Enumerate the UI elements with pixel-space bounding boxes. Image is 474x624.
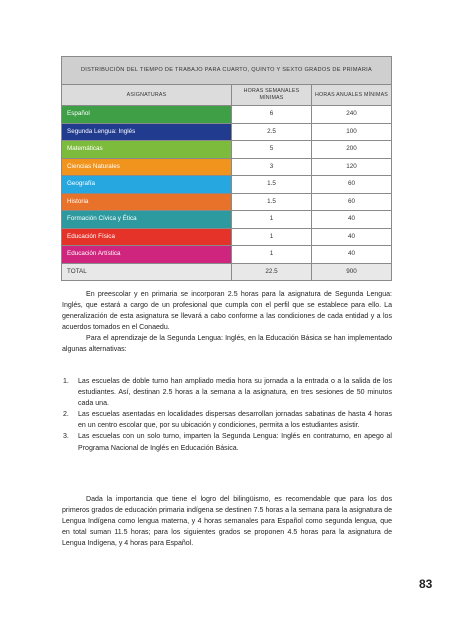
header-weekly-hours: HORAS SEMANALES MÍNIMAS (232, 85, 312, 106)
annual-hours-cell: 40 (312, 228, 392, 246)
time-distribution-table (61, 56, 392, 281)
annual-hours-cell: 40 (312, 211, 392, 229)
table-row (62, 141, 392, 159)
subject-cell: Español (62, 106, 232, 124)
weekly-hours-cell: 1.5 (232, 176, 312, 194)
closing-text (62, 494, 392, 549)
total-weekly: 22.5 (232, 263, 312, 281)
table-total-row (62, 263, 392, 281)
page-number: 83 (419, 577, 433, 591)
subject-cell: Ciencias Naturales (62, 158, 232, 176)
annual-hours-cell: 40 (312, 246, 392, 264)
weekly-hours-cell: 2.5 (232, 123, 312, 141)
list-item-text: Las escuelas con un solo turno, imparten la Segunda Lengua: Inglés en contraturno, en apego al Programa Nacional de Inglés en Educación Básica. (78, 433, 392, 452)
subject-cell: Formación Cívica y Ética (62, 211, 232, 229)
annual-hours-cell: 240 (312, 106, 392, 124)
subject-cell: Matemáticas (62, 141, 232, 159)
annual-hours-cell: 60 (312, 193, 392, 211)
table-caption-row (62, 57, 392, 85)
weekly-hours-cell: 6 (232, 106, 312, 124)
table-row (62, 211, 392, 229)
table-row (62, 193, 392, 211)
weekly-hours-cell: 1 (232, 228, 312, 246)
list-item (62, 376, 392, 409)
body-text (62, 289, 392, 356)
total-label: TOTAL (62, 263, 232, 281)
list-marker: 2. (63, 411, 69, 419)
annual-hours-cell: 60 (312, 176, 392, 194)
table-caption: DISTRIBUCIÓN DEL TIEMPO DE TRABAJO PARA CUARTO, QUINTO Y SEXTO GRADOS DE PRIMARIA (62, 57, 392, 85)
alternatives-list (62, 376, 392, 454)
list-marker: 1. (63, 378, 69, 385)
header-annual-hours: HORAS ANUALES MÍNIMAS (312, 85, 392, 106)
subject-cell: Historia (62, 193, 232, 211)
table-row (62, 228, 392, 246)
table-row (62, 123, 392, 141)
table-row (62, 106, 392, 124)
table-row (62, 246, 392, 264)
weekly-hours-cell: 3 (232, 158, 312, 176)
annual-hours-cell: 100 (312, 123, 392, 141)
annual-hours-cell: 200 (312, 141, 392, 159)
table-row (62, 176, 392, 194)
closing-paragraph: Dada la importancia que tiene el logro del bilingüismo, es recomendable que para los dos primeros grados de educación primaria indígena se destinen 7.5 horas a la semana para la asignatura de Lengua Indígena como lengua materna, y 4 horas semanales para Español como segunda lengua, que en total suman 11.5 horas; para los siguientes grados se proponen 4.5 horas para la asignatura de Lengua Indígena, y 4 horas para Español. (62, 496, 392, 548)
weekly-hours-cell: 5 (232, 141, 312, 159)
total-annual: 900 (312, 263, 392, 281)
subject-cell: Geografía (62, 176, 232, 194)
weekly-hours-cell: 1 (232, 246, 312, 264)
annual-hours-cell: 120 (312, 158, 392, 176)
weekly-hours-cell: 1 (232, 211, 312, 229)
list-item (62, 409, 392, 431)
list-item-text: Las escuelas asentadas en localidades dispersas desarrollan jornadas sabatinas de hasta 4 horas en un centro escolar que, por su ubicación y condiciones, permita a los estudiantes asistir. (78, 411, 392, 430)
paragraph: Para el aprendizaje de la Segunda Lengua: Inglés, en la Educación Básica se han implementado algunas alternativas: (62, 335, 392, 354)
subject-cell: Educación Física (62, 228, 232, 246)
header-subjects: ASIGNATURAS (62, 85, 232, 106)
list-item-text: Las escuelas de doble turno han ampliado media hora su jornada a la entrada o a la salida de los estudiantes. Así, destinan 2.5 horas a la semana a la asignatura, en tres sesiones de 50 minutos cada una. (78, 378, 392, 408)
table-body (62, 106, 392, 264)
subject-cell: Segunda Lengua: Inglés (62, 123, 232, 141)
time-distribution-table-container (61, 56, 391, 281)
table-row (62, 158, 392, 176)
alternatives-list-container (62, 376, 392, 454)
weekly-hours-cell: 1.5 (232, 193, 312, 211)
list-item (62, 431, 392, 453)
list-marker: 3. (63, 433, 69, 441)
paragraph: En preescolar y en primaria se incorporan 2.5 horas para la asignatura de Segunda Lengua: Inglés, que estará a cargo de un profesional que cumpla con el perfil que se establece para ello. La generalización de esta asignatura se llevará a cabo conforme a las condiciones de cada entidad y a los acuerdos tomados en el Conaedu. (62, 291, 392, 332)
table-header-row (62, 85, 392, 106)
subject-cell: Educación Artística (62, 246, 232, 264)
